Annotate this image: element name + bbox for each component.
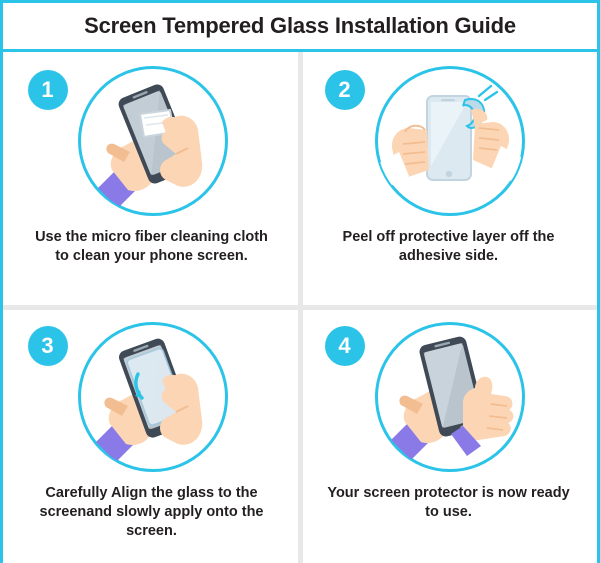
step-2-illustration [319,62,579,222]
step-2 [300,52,597,308]
step-1-caption: Use the micro fiber cleaning cloth to clean your phone screen. [35,229,268,265]
step-3-caption: Carefully Align the glass to the screenand slowly apply onto the screen. [39,484,264,539]
horizontal-divider [3,305,597,310]
step-1-illustration [22,62,282,222]
step-2-caption: Peel off protective layer off the adhesive side. [342,229,555,265]
hand-holding-phone-thumbs-up-icon [375,322,525,472]
step-4-number-badge: 4 [325,326,365,366]
step-4-caption: Your screen protector is now ready to use. [327,484,570,520]
two-hands-peeling-protective-film-icon [375,66,525,216]
step-3-illustration [22,318,282,478]
step-3 [3,308,300,563]
steps-grid [3,52,597,563]
hand-holding-phone-with-cleaning-cloth-icon [78,66,228,216]
step-4 [300,308,597,563]
step-4-illustration [319,318,579,478]
page-title: Screen Tempered Glass Installation Guide [84,13,516,38]
step-1-number-badge: 1 [28,70,68,110]
step-3-number-badge: 3 [28,326,68,366]
hand-aligning-glass-onto-phone-icon [78,322,228,472]
title-bar [3,3,597,52]
step-1 [3,52,300,308]
step-2-number-badge: 2 [325,70,365,110]
